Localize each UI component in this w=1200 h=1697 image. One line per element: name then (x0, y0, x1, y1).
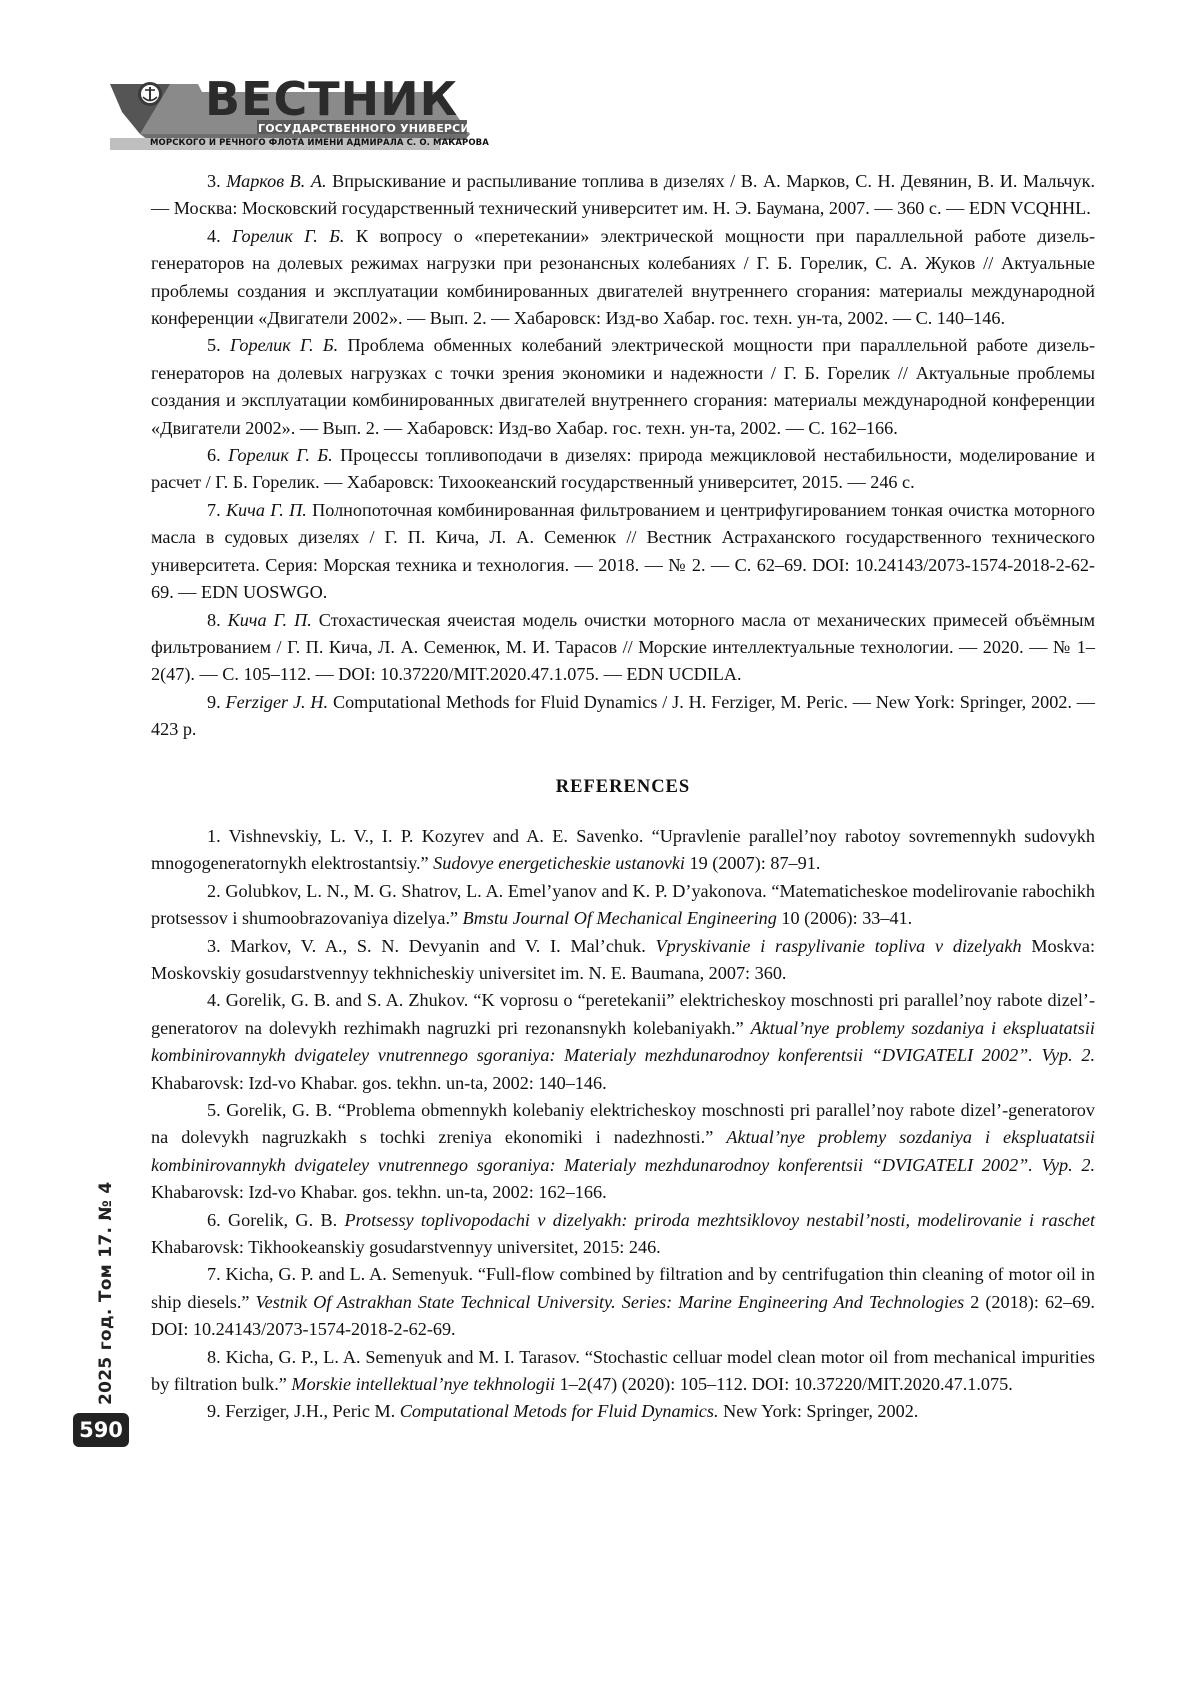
reference-text: Moskva: Moskovskiy gosudarstvennyy tekhnicheskiy universitet im. N. E. Baumana, 2007: 360. (151, 935, 1095, 983)
references-russian-list (151, 168, 1095, 744)
reference-authors: Горелик Г. Б. (232, 225, 345, 246)
reference-source: Bmstu Journal Of Mechanical Engineering (462, 908, 777, 929)
reference-source: Aktual’nye problemy sozdaniya i ekspluatatsii kombinirovannykh dvigateley vnutrennego sgoraniya: Materialy mezhdunarodnoy konferentsii “DVIGATELI 2002”. Vyp. 2. (151, 1127, 1095, 1175)
reference-text: 9. Ferziger, J.H., Peric M. (207, 1401, 400, 1422)
reference-text: New York: Springer, 2002. (718, 1401, 919, 1422)
reference-authors: Кича Г. П. (225, 499, 307, 520)
reference-authors: Горелик Г. Б. (229, 335, 339, 356)
reference-text: 3. Markov, V. A., S. N. Devyanin and V. I. Mal’chuk. (207, 935, 656, 956)
reference-text: 2 (2018): 62–69. DOI: 10.24143/2073-1574-2018-2-62-69. (151, 1291, 1095, 1340)
reference-number: 4. (207, 225, 233, 246)
journal-subtitle-line1: ГОСУДАРСТВЕННОГО УНИВЕРСИТЕТА (258, 122, 502, 135)
reference-item (151, 823, 1095, 878)
reference-text: Khabarovsk: Izd-vo Khabar. gos. tekhn. un-ta, 2002: 162–166. (151, 1182, 607, 1203)
reference-number: 8. (207, 609, 228, 630)
reference-item (151, 933, 1095, 988)
reference-text: Проблема обменных колебаний электрической мощности при параллельной работе дизель-генераторов на долевых нагрузках с точки зрения экономики и надежности / Г. Б. Горелик // Актуальные проблемы создания и эксплуатации комбинированных двигателей внутреннего сгорания: материалы международной конференции «Двигатели 2002». — Вып. 2. — Хабаровск: Изд-во Хабар. гос. техн. ун-та, 2002. — С. 162–166. (151, 335, 1096, 438)
reference-authors: Горелик Г. Б. (228, 445, 333, 466)
reference-item (151, 1261, 1095, 1343)
page-number-badge: 590 (73, 1413, 129, 1447)
reference-source: Computational Metods for Fluid Dynamics. (399, 1401, 719, 1422)
reference-text: К вопросу о «перетекании» электрической мощности при параллельной работе дизель-генераторов на долевых режимах нагрузки при резонансных колебаниях / Г. Б. Горелик, С. А. Жуков // Актуальные проблемы создания и эксплуатации комбинированных двигателей внутреннего сгорания: материалы международной конференции «Двигатели 2002». — Вып. 2. — Хабаровск: Изд-во Хабар. гос. техн. ун-та, 2002. — С. 140–146. (151, 225, 1096, 329)
references-english-list (151, 823, 1095, 1426)
journal-subtitle-line2: МОРСКОГО И РЕЧНОГО ФЛОТА ИМЕНИ АДМИРАЛА С. О. МАКАРОВА (150, 138, 489, 148)
journal-masthead (110, 72, 502, 152)
reference-number: 6. (207, 445, 229, 466)
reference-text: 6. Gorelik, G. B. (207, 1209, 345, 1230)
reference-item (151, 442, 1095, 497)
reference-text: Khabarovsk: Izd-vo Khabar. gos. tekhn. un-ta, 2002: 140–146. (151, 1072, 607, 1093)
reference-text: 2. Golubkov, L. N., M. G. Shatrov, L. A. Emel’yanov and K. P. D’yakonova. “Matematicheskoe modelirovanie rabochikh protsessov i shumoobrazovaniya dizelya.” (151, 880, 1095, 929)
reference-text: 19 (2007): 87–91. (685, 853, 821, 874)
reference-text: Впрыскивание и распыливание топлива в дизелях / В. А. Марков, С. Н. Девянин, В. И. Мальчук. — Москва: Московский государственный технический университет им. Н. Э. Баумана, 2007. — 360 с. — EDN VCQHHL. (151, 171, 1096, 219)
reference-text: 7. Kicha, G. P. and L. A. Semenyuk. “Full-flow combined by filtration and by centrifugation thin cleaning of motor oil in ship diesels.” (151, 1264, 1095, 1312)
reference-text: Computational Methods for Fluid Dynamics / J. H. Ferziger, M. Peric. — New York: Springer, 2002. — 423 p. (151, 691, 1095, 740)
reference-text: 1–2(47) (2020): 105–112. DOI: 10.37220/MIT.2020.47.1.075. (555, 1374, 1013, 1395)
reference-source: Vpryskivanie i raspylivanie topliva v dizelyakh (655, 935, 1022, 956)
reference-text: Khabarovsk: Tikhookeanskiy gosudarstvennyy universitet, 2015: 246. (151, 1237, 661, 1258)
reference-item (151, 689, 1095, 744)
reference-item (151, 1398, 1095, 1425)
reference-authors: Ferziger J. H. (225, 691, 329, 712)
reference-item (151, 1344, 1095, 1399)
reference-authors: Марков В. А. (226, 171, 327, 191)
reference-text: Стохастическая ячеистая модель очистки моторного масла от механических примесей объёмным фильтрованием / Г. П. Кича, Л. А. Семенюк, М. И. Тарасов // Морские интеллектуальные технологии. — 2020. — № 1–2(47). — С. 105–112. — DOI: 10.37220/MIT.2020.47.1.075. — EDN UCDILA. (151, 609, 1095, 685)
reference-source: Protsessy toplivopodachi v dizelyakh: priroda mezhtsiklovoy nestabil’nosti, modelirovanie i raschet (344, 1209, 1095, 1230)
reference-number: 7. (207, 499, 226, 520)
reference-text: 1. Vishnevskiy, L. V., I. P. Kozyrev and A. E. Savenko. “Upravlenie parallel’noy rabotoy sovremennykh sudovykh mnogogeneratornykh elektrostantsiy.” (151, 825, 1095, 874)
reference-text: 10 (2006): 33–41. (776, 908, 913, 929)
reference-number: 9. (207, 691, 226, 712)
journal-title: ВЕСТНИК (205, 72, 459, 126)
anchor-emblem-icon (141, 85, 159, 103)
reference-source: Vestnik Of Astrakhan State Technical University. Series: Marine Engineering And Technologies (255, 1291, 965, 1312)
reference-item (151, 1207, 1095, 1262)
reference-source: Sudovye energeticheskie ustanovki (433, 853, 685, 874)
reference-number: 3. (207, 171, 227, 191)
reference-number: 5. (207, 335, 230, 356)
reference-text: Полнопоточная комбинированная фильтрованием и центрифугированием тонкая очистка моторного масла в судовых дизелях / Г. П. Кича, Л. А. Семенюк // Вестник Астраханского государственного технического университета. Серия: Морская техника и технология. — 2018. — № 2. — С. 62–69. DOI: 10.24143/2073-1574-2018-2-62-69. — EDN UOSWGO. (151, 499, 1096, 603)
reference-authors: Кича Г. П. (227, 609, 312, 630)
issue-label: 2025 год. Том 17. № 4 (96, 1181, 116, 1405)
reference-item (151, 168, 1095, 223)
reference-text: 4. Gorelik, G. B. and S. A. Zhukov. “K voprosu o “peretekanii” elektricheskoy moschnosti pri parallel’noy rabote dizel’-generatorov na dolevykh rezhimakh nagruzki pri rezonansnykh kolebaniyakh.” (151, 990, 1095, 1038)
reference-source: Morskie intellektual’nye tekhnologii (291, 1374, 556, 1395)
reference-text: 8. Kicha, G. P., L. A. Semenyuk and M. I. Tarasov. “Stochastic celluar model clean motor oil from mechanical impurities by filtration bulk.” (151, 1346, 1095, 1395)
reference-text: 5. Gorelik, G. B. “Problema obmennykh kolebaniy elektricheskoy moschnosti pri parallel’noy rabote dizel’-generatorov na dolevykh nagruzkakh s tochki zreniya ekonomiki i nadezhnosti.” (151, 1100, 1095, 1148)
reference-text: Процессы топливоподачи в дизелях: природа межцикловой нестабильности, моделирование и расчет / Г. Б. Горелик. — Хабаровск: Тихоокеанский государственный университет, 2015. — 246 с. (151, 445, 1096, 493)
reference-item (151, 223, 1095, 333)
reference-item (151, 1097, 1095, 1207)
reference-item (151, 497, 1095, 607)
references-heading: REFERENCES (555, 776, 691, 797)
reference-item (151, 332, 1095, 442)
reference-item (151, 987, 1095, 1097)
reference-source: Aktual’nye problemy sozdaniya i ekspluatatsii kombinirovannykh dvigateley vnutrennego sgoraniya: Materialy mezhdunarodnoy konferentsii “DVIGATELI 2002”. Vyp. 2. (151, 1017, 1095, 1066)
reference-item (151, 878, 1095, 933)
article-body (151, 168, 1095, 1426)
reference-item (151, 607, 1095, 689)
